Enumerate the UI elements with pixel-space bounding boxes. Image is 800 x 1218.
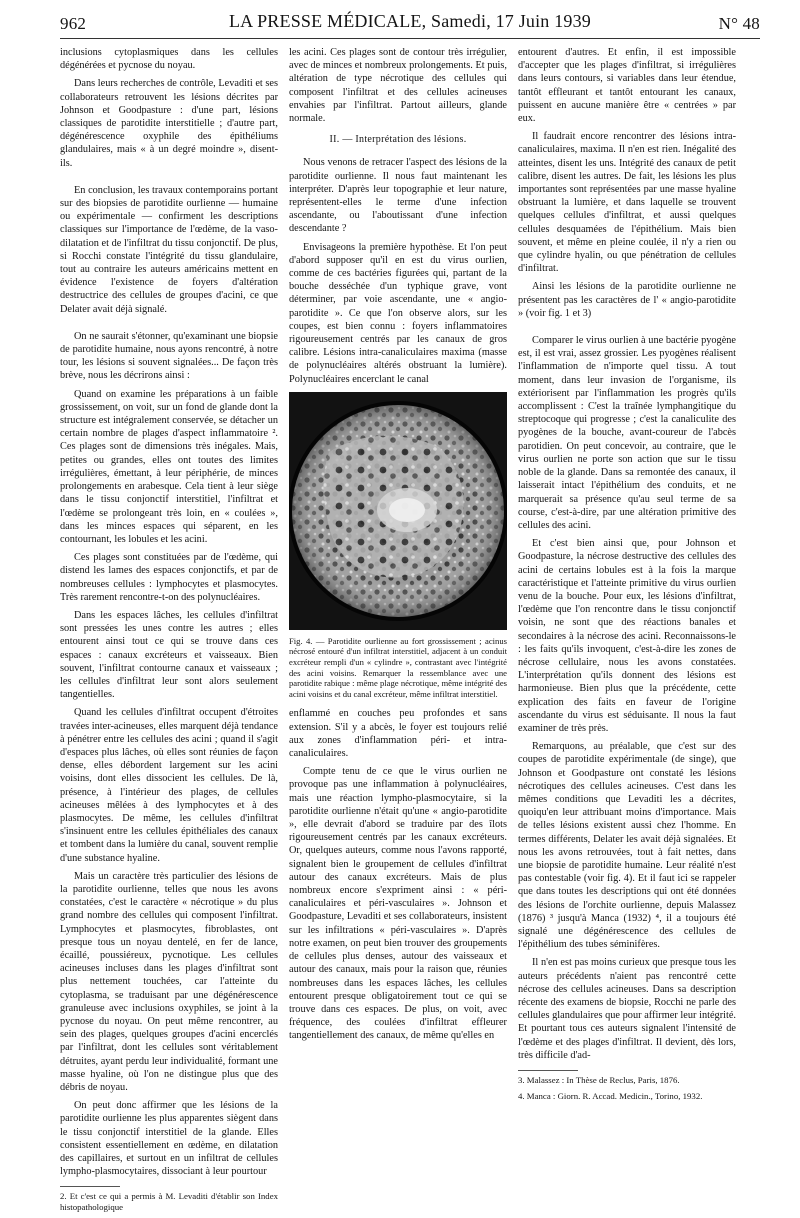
paragraph: Dans leurs recherches de contrôle, Levaditi et ses collaborateurs retrouvent les lésions décrites par Johnson et Goodpasture : d'une part, lésions classiques de parotidite interstitielle ; d'autre part, dégénérescence oxyphile des épithéliums glandulaires, mais « à un degré moindre », disent-ils. (60, 78, 278, 169)
footnote-rule (60, 1186, 120, 1187)
issue-number: N° 48 (718, 14, 760, 33)
micrograph-image (289, 392, 507, 630)
figure-caption: Fig. 4. — Parotidite ourlienne au fort grossissement ; acinus nécrosé entouré d'un infiltrat interstitiel, adjacent à un conduit excréteur rempli d'un « cylindre », contrastant avec l'intégrité des acini voisins. Remarquer la ressemblance avec une parotidite rabique : même plage nécrotique, même intégrité des acini voisins et du canal excréteur, même infiltrat interstitiel. (289, 635, 507, 699)
page-number: 962 (60, 14, 87, 33)
paragraph: Ainsi les lésions de la parotidite ourlienne ne présentent pas les caractères de l' « angio-parotidite » (voir fig. 1 et 3) (518, 281, 736, 319)
footnote: 4. Manca : Giorn. R. Accad. Medicin., Torino, 1932. (518, 1091, 703, 1102)
paragraph: Nous venons de retracer l'aspect des lésions de la parotidite ourlienne. Il nous faut maintenant les interpréter. D'après leur topographie et leur nature, représentent-elles le terme d'une infection ascendante, ou l'aboutissant d'une infection descendante ? (289, 157, 507, 235)
paragraph: Comparer le virus ourlien à une bactérie pyogène est, il est vrai, assez grossier. Les pyogènes réalisent l'inflammation de n'importe quel tissu. A tout moment, dans leur invasion de l'organisme, ils extériorisent par l'inflammation les progrès qu'ils accomplissent : C'est la traînée lymphangitique du streptocoque qui progresse ; c'est la canaliculite des pyogènes de la bouche, avant-coureur de l'abcès parotidien. On peut concevoir, au contraire, que le virus ourlien ne porte son action que sur le tissu noble de la glande. Dans sa remontée des canaux, il laisserait intact l'épithélium des conduits, et ne marquerait sa présence qu'au seul terme de sa course, c'est-à-dire, par une altération primitive des cellules des acini. (518, 335, 736, 531)
paragraph: les acini. Ces plages sont de contour très irrégulier, avec de minces et nombreux prolongements. Et puis, altération de type nécrotique des cellules qui composent l'infiltrat et des cellules acineuses envahies par l'infiltrat. Partout ailleurs, glande normale. (289, 47, 507, 125)
paragraph: Il n'en est pas moins curieux que presque tous les auteurs précédents n'aient pas rencontré cette nécrose des cellules acineuses. Dans sa description récente des examens de biopsie, Rocchi ne parle des cellules glandulaires que pour affirmer leur intégrité. Et pourtant tous ces auteurs signalent l'intensité de l'œdème et des plages d'infiltrat. Il devient, dès lors, très difficile d'ad- (518, 957, 736, 1061)
paragraph: Mais un caractère très particulier des lésions de la parotidite ourlienne, telles que nous les avons constatées, c'est le caractère « nécrotique » du plus grand nombre des cellules qui composent l'infiltrat. Lymphocytes et plasmocytes, fibroblastes, ont presque tous un noyau dentelé, en fer de lance, écaillé, poussiéreux, pycnotique. Les cellules acineuses incluses dans les plages d'infiltrat sont plus nettement touchées, car l'atteinte du cytoplasma, se traduisant par une dégénérescence granuleuse avec inclusions oxyphiles, se joint à la pycnose du noyau. On peut même rencontrer, au sein des plages, quelques groupes d'acini encerclés par l'infiltrat, dont les cellules sont véritablement détruites, ayant perdu leur individualité, formant une masse hyaline, où l'on ne distingue plus que des débris de noyau. (60, 870, 278, 1094)
footnote-rule (518, 1070, 578, 1071)
paragraph: inclusions cytoplasmiques dans les cellules dégénérées et pycnose du noyau. (60, 47, 278, 72)
paragraph: Quand les cellules d'infiltrat occupent d'étroites travées inter-acineuses, elles marquent déjà tendance à pénétrer entre les cellules des acini ; quand il s'agit d'espaces plus lâches, où elles sont réunies de façon dense, elles débordent largement sur les acini voisins, dont elles dissocient les cellules. De là, présence, à l'intérieur des plages, de cellules acineuses mêlées à des lymphocytes et à des plasmocytes. De même, les cellules d'infiltrat s'insinuent entre les cellules épithéliales des canaux et tombent dans la lumière du canal, souvent remplie d'une substance hyaline. (60, 707, 278, 864)
paragraph: Dans les espaces lâches, les cellules d'infiltrat sont pressées les unes contre les autres ; elles entourent ainsi tout ce qui se trouve dans ces espaces : canaux excréteurs et vaisseaux. Bien souvent, l'infiltrat contourne canaux et vaisseaux ; les cellules d'infiltrat leur sont alors seulement tangentielles. (60, 609, 278, 701)
paragraph: enflammé en couches peu profondes et sans extension. S'il y a abcès, le foyer est toujours relié aux zones d'inflammation péri- et intra-canaliculaires. (289, 708, 507, 760)
footnote: 2. Et c'est ce qui a permis à M. Levaditi d'établir son Index histopathologique (60, 1191, 278, 1213)
column-1 (60, 46, 278, 1218)
figure-4 (289, 392, 507, 700)
paragraph: entourent d'autres. Et enfin, il est impossible d'accepter que les plages d'infiltrat, si irrégulières dans leurs contours, si variables dans leur étendue, tantôt effleurant et tantôt entourant les canaux, puissent en aucune manière être « centrées » par eux. (518, 47, 736, 125)
paragraph: En conclusion, les travaux contemporains portant sur des biopsies de parotidite ourlienne — humaine ou expérimentale — confirment les descriptions classiques sur l'importance de l'œdème, de la vaso-dilatation et de l'infiltrat du tissu conjonctif. De plus, si Rocchi constate l'intégrité du tissu glandulaire, tout au contraire les auteurs américains mettent en évidence l'existence de foyers d'altération destructrice des cellules de groupes d'acini, ce que Delater avait déjà signalé. (60, 184, 278, 315)
journal-title: LA PRESSE MÉDICALE, Samedi, 17 Juin 1939 (228, 11, 591, 31)
paragraph: Ces plages sont constituées par de l'œdème, qui distend les lames des espaces conjonctifs, et par de nombreuses cellules : lymphocytes et plasmocytes. Très rarement rencontre-t-on des polynucléaires. (60, 552, 278, 603)
paragraph: Quand on examine les préparations à un faible grossissement, on voit, sur un fond de glande dont la structure est intégralement conservée, se détacher un certain nombre de plages d'aspect inflammatoire ². Ces plages sont de dimensions très inégales. Mais, petites ou grandes, elles ont toutes des limites irrégulières, émettant, à leur périphérie, de minces prolongements en arabesque. Cela tient à leur siège dans le tissu conjonctif interstitiel, l'infiltrat et l'œdème se prolongeant très loin, en « coulées », dans les minces espaces qui séparent, en les contournant, les lobules et les acini. (60, 388, 278, 545)
header-rule (60, 38, 760, 39)
paragraph: Remarquons, au préalable, que c'est sur des coupes de parotidite expérimentale (de singe), que Johnson et Goodpasture ont constaté les lésions nécrotiques des cellules acineuses. C'est dans les mêmes conditions que Levaditi les a décrites, quoiqu'en leur attribuant moins d'importance. Mais de telles lésions existent aussi chez l'homme. En termes différents, Delater les avait déjà signalées. Et nous les avons retrouvées, tout à fait nettes, dans une biopsie de parotidite humaine. Leur réalité n'est pas contestable (voir fig. 4). Et il faut ici se rappeler que dans toutes les descriptions qui ont été données des lésions de l'orchite ourlienne, depuis Malassez (1876) ³ jusqu'à Manca (1932) ⁴, il a toujours été signalé une dégénérescence des cellules de l'épithélium des tubes séminifères. (518, 741, 736, 951)
micrograph-illustration (289, 392, 507, 630)
paragraph: Et c'est bien ainsi que, pour Johnson et Goodpasture, la nécrose destructive des cellules des acini de certains lobules est à la fois la marque caractéristique et l'atteinte primitive du virus ourlien venu de la bouche. Pour eux, les lésions d'infiltrat, l'œdème que l'on rencontre dans le tissu conjonctif voisin, ne sont que des réactions banales et secondaires à la nécrose des acini. Reconnaissons-le : les faits qu'ils invoquent, c'est-à-dire les zones de nécrose cellulaire, nous les avons constatées. L'interprétation qu'ils donnent des lésions est harmonieuse. Bien plus que la précédente, cette explication des faits en faveur de l'origine ascendante du virus est séduisante. Il nous la faut examiner de très près. (518, 538, 736, 734)
paragraph: Compte tenu de ce que le virus ourlien ne provoque pas une inflammation à polynucléaires, mais une réaction lympho-plasmocytaire, si la parotidite ourlienne n'était qu'une « angio-parotidite », elle devrait d'abord se traduire par des îlots rigoureusement centrés par les canaux excréteurs. Or, quelques auteurs, comme nous l'avons rapporté, signalent bien le groupement de cellules d'infiltrat autour des canaux excréteurs. Mais de plus nombreux encore s'expriment ainsi : « péri-canaliculaires et péri-vasculaires ». Johnson et Goodpasture, Levaditi et ses collaborateurs, insistent sur les infiltrations « péri-vasculaires ». D'après notre examen, on peut bien trouver des groupements de cellules plus denses, autour des vaisseaux et autour des canaux, mais pour la raison que, réunies nombreuses dans les espaces lâches, les cellules entourent presque obligatoirement tout ce qui se trouve dans ces espaces. De plus, on voit, avec fréquence, des coulées d'infiltrat effleurer tangentiellement des canaux, de même qu'elles en (289, 766, 507, 1042)
column-3 (518, 46, 736, 1107)
column-2 (289, 46, 507, 1048)
paragraph: On ne saurait s'étonner, qu'examinant une biopsie de parotidite humaine, nous ayons rencontré, à notre tour, les lésions si souvent signalées... De façon très brève, nous les décrirons ainsi : (60, 330, 278, 382)
footnote: 3. Malassez : In Thèse de Reclus, Paris, 1876. (518, 1075, 680, 1086)
page-header (60, 8, 760, 34)
paragraph: On peut donc affirmer que les lésions de la parotidite ourlienne les plus apparentes siègent dans le tissu conjonctif interstitiel de la glande. Elles consistent essentiellement en œdème, en dilatation des capillaires, et surtout en un infiltrat de cellules lympho-plasmocytaires, dissociant à leur pourtour (60, 1100, 278, 1178)
paragraph: Envisageons la première hypothèse. Et l'on peut d'abord supposer qu'il en est du virus ourlien, comme de ces bactéries figurées qui, partant de la bouche desséchée d'un typhique grave, vont déterminer, par voie ascendante, une « angio-parotidite ». Ce que l'on observe alors, sur les coupes, est bien connu : foyers inflammatoires rigoureusement centrés par les canaux de gros calibre. Lésions intra-canaliculaires maxima (masse de polynucléaires altérés obstruant la lumière). Polynucléaires encerclant le canal (289, 241, 507, 385)
paragraph: Il faudrait encore rencontrer des lésions intra-canaliculaires, maxima. Il n'en est rien. Inégalité des atteintes, disent les uns. Intégrité des canaux de petit calibre, disent les autres. De fait, les lésions les plus importantes sont représentées par une masse hyaline obstruant la lumière, et dans laquelle se trouvent quelques cellules d'infiltrat, et aussi quelques cellules desquamées de l'épithélium. Mais bien souvent, et même en pleine coulée, il n'y a rien ou que cylindre hyalin, ou que pénétration de cellules d'infiltrat. (518, 131, 736, 275)
section-heading: II. — Interprétation des lésions. (329, 134, 467, 146)
